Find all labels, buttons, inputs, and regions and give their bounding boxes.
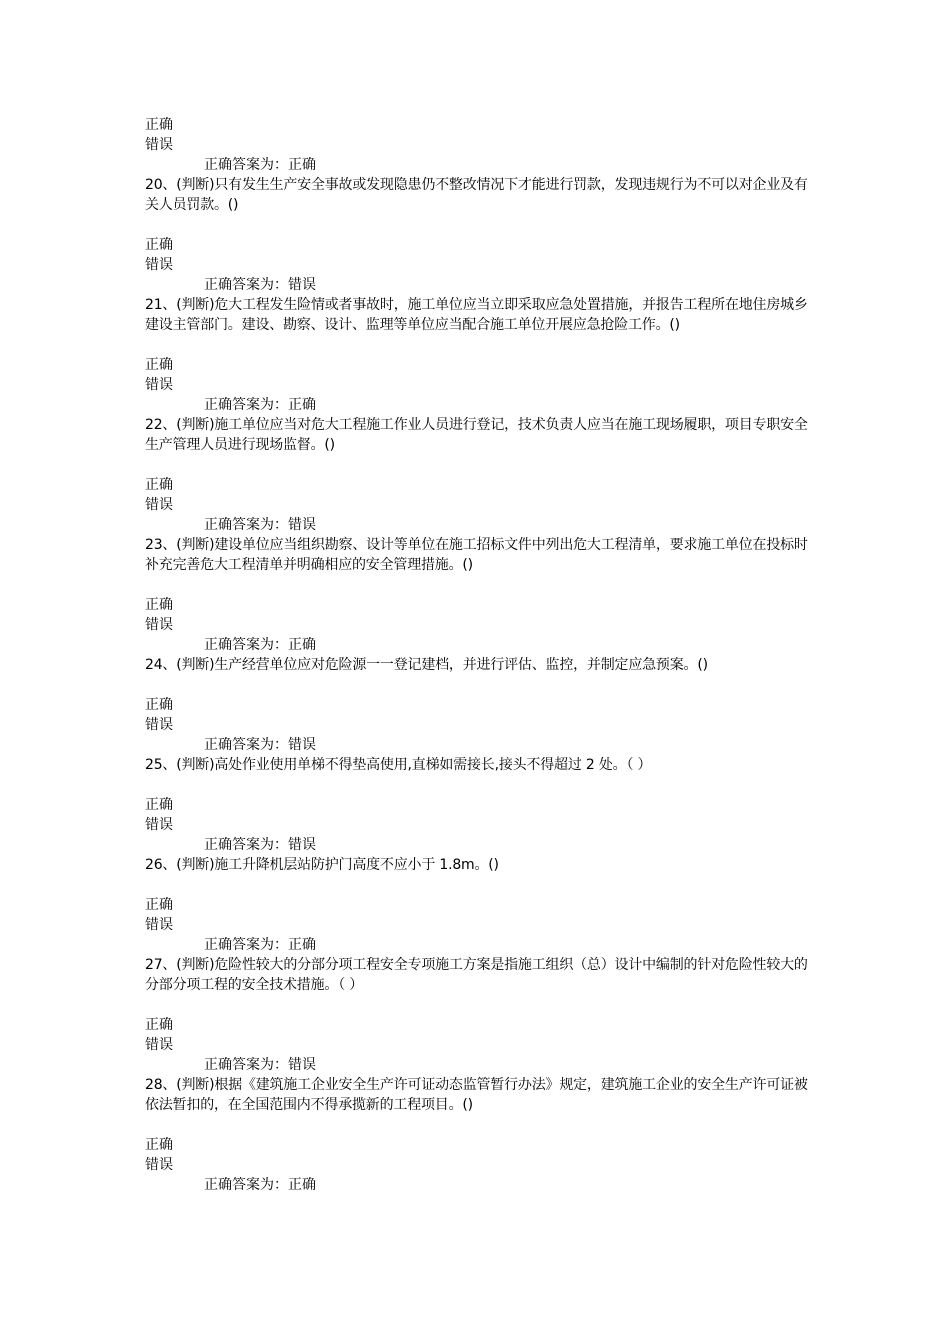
question-block-24 (145, 655, 810, 755)
option-false: 错误 (145, 617, 173, 633)
question-text: 28、(判断)根据《建筑施工企业安全生产许可证动态监管暂行办法》规定，建筑施工企业的安全生产许可证被依法暂扣的，在全国范围内不得承揽新的工程项目。() (145, 1077, 808, 1113)
option-true: 正确 (145, 357, 173, 373)
option-false: 错误 (145, 1157, 173, 1173)
question-text: 26、(判断)施工升降机层站防护门高度不应小于 1.8m。() (145, 857, 499, 873)
answer-line: 正确答案为：正确 (204, 637, 316, 653)
option-true: 正确 (145, 597, 173, 613)
option-true: 正确 (145, 477, 173, 493)
option-false: 错误 (145, 817, 173, 833)
option-true: 正确 (145, 237, 173, 253)
answer-line: 正确答案为：正确 (204, 937, 316, 953)
answer-line: 正确答案为：错误 (204, 1057, 316, 1073)
question-block-23 (145, 535, 810, 655)
question-block-19 (145, 115, 810, 175)
option-false: 错误 (145, 717, 173, 733)
question-text: 20、(判断)只有发生生产安全事故或发现隐患仍不整改情况下才能进行罚款，发现违规行为不可以对企业及有关人员罚款。() (145, 177, 808, 213)
question-block-22 (145, 415, 810, 535)
option-false: 错误 (145, 137, 173, 153)
question-block-26 (145, 855, 810, 955)
option-false: 错误 (145, 1037, 173, 1053)
question-text: 25、(判断)高处作业使用单梯不得垫高使用,直梯如需接长,接头不得超过 2 处。（ ） (145, 757, 652, 773)
option-true: 正确 (145, 1017, 173, 1033)
question-text: 23、(判断)建设单位应当组织勘察、设计等单位在施工招标文件中列出危大工程清单，要求施工单位在投标时补充完善危大工程清单并明确相应的安全管理措施。() (145, 537, 808, 573)
option-false: 错误 (145, 377, 173, 393)
question-block-25 (145, 755, 810, 855)
question-text: 27、(判断)危险性较大的分部分项工程安全专项施工方案是指施工组织（总）设计中编制的针对危险性较大的分部分项工程的安全技术措施。（ ） (145, 957, 808, 993)
document-page (145, 115, 810, 1195)
question-block-20 (145, 175, 810, 295)
answer-line: 正确答案为：错误 (204, 517, 316, 533)
option-true: 正确 (145, 1137, 173, 1153)
question-block-21 (145, 295, 810, 415)
option-false: 错误 (145, 497, 173, 513)
question-text: 22、(判断)施工单位应当对危大工程施工作业人员进行登记，技术负责人应当在施工现场履职，项目专职安全生产管理人员进行现场监督。() (145, 417, 808, 453)
question-block-28 (145, 1075, 810, 1195)
question-block-27 (145, 955, 810, 1075)
option-true: 正确 (145, 697, 173, 713)
question-text: 21、(判断)危大工程发生险情或者事故时，施工单位应当立即采取应急处置措施，并报告工程所在地住房城乡建设主管部门。建设、勘察、设计、监理等单位应当配合施工单位开展应急抢险工作。() (145, 297, 808, 333)
answer-line: 正确答案为：正确 (204, 157, 316, 173)
option-false: 错误 (145, 257, 173, 273)
question-text: 24、(判断)生产经营单位应对危险源一一登记建档，并进行评估、监控，并制定应急预案。() (145, 657, 708, 673)
option-true: 正确 (145, 897, 173, 913)
answer-line: 正确答案为：错误 (204, 737, 316, 753)
option-false: 错误 (145, 917, 173, 933)
answer-line: 正确答案为：错误 (204, 837, 316, 853)
answer-line: 正确答案为：正确 (204, 397, 316, 413)
answer-line: 正确答案为：正确 (204, 1177, 316, 1193)
option-true: 正确 (145, 797, 173, 813)
option-true: 正确 (145, 117, 173, 133)
answer-line: 正确答案为：错误 (204, 277, 316, 293)
